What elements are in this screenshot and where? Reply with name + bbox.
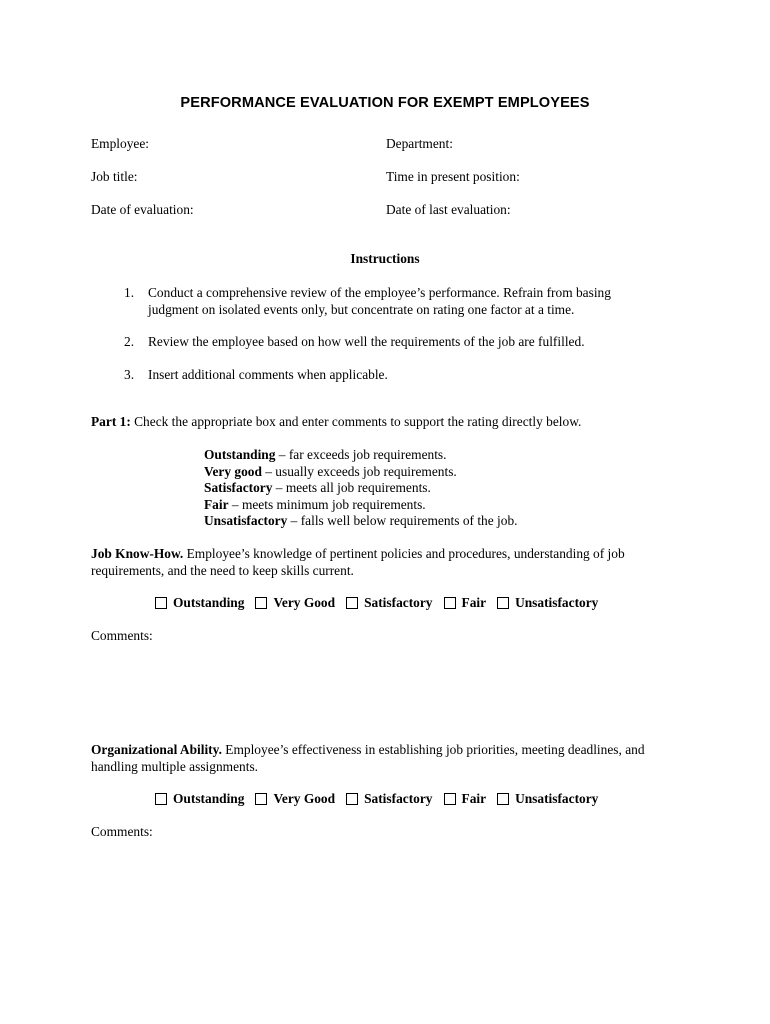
instruction-number: 1. xyxy=(124,285,135,300)
instruction-text: Review the employee based on how well the requirements of the job are fulfilled. xyxy=(148,334,585,349)
job-title-field[interactable] xyxy=(91,169,138,185)
rating-term: Unsatisfactory xyxy=(204,513,288,528)
date-of-last-evaluation-field[interactable] xyxy=(386,202,511,218)
instruction-number: 3. xyxy=(124,367,135,382)
option-label: Fair xyxy=(461,595,487,610)
rating-scale-item xyxy=(204,513,518,530)
job-know-how-comments[interactable] xyxy=(91,628,153,644)
page-title: PERFORMANCE EVALUATION FOR EXEMPT EMPLOYEES xyxy=(180,95,590,111)
rating-scale-item xyxy=(204,480,518,497)
rating-desc: – meets all job requirements. xyxy=(272,480,431,495)
option-fair[interactable] xyxy=(444,791,487,807)
organizational-ability-description xyxy=(91,741,681,775)
rating-scale-item xyxy=(204,464,518,481)
instructions-heading: Instructions xyxy=(350,251,420,266)
checkbox[interactable] xyxy=(346,793,358,805)
option-label: Very Good xyxy=(273,791,336,806)
part1-instruction xyxy=(91,414,581,430)
checkbox[interactable] xyxy=(255,793,267,805)
checkbox[interactable] xyxy=(444,597,456,609)
option-fair[interactable] xyxy=(444,595,487,611)
instruction-text: Conduct a comprehensive review of the employee’s performance. Refrain from basing judgment on isolated events only, but concentrate on rating one factor at a time. xyxy=(148,285,611,317)
job-know-how-rating-options xyxy=(155,595,609,611)
checkbox[interactable] xyxy=(497,793,509,805)
rating-desc: – falls well below requirements of the job. xyxy=(287,513,518,528)
option-label: Fair xyxy=(461,791,487,806)
checkbox[interactable] xyxy=(255,597,267,609)
employee-label: Employee: xyxy=(91,136,150,151)
option-label: Outstanding xyxy=(173,595,245,610)
employee-field[interactable] xyxy=(91,136,149,152)
checkbox[interactable] xyxy=(155,597,167,609)
option-label: Unsatisfactory xyxy=(515,595,599,610)
rating-scale-legend xyxy=(204,447,518,530)
department-field[interactable] xyxy=(386,136,453,152)
checkbox[interactable] xyxy=(497,597,509,609)
option-label: Unsatisfactory xyxy=(515,791,599,806)
option-label: Outstanding xyxy=(173,791,245,806)
time-in-position-label: Time in present position: xyxy=(386,169,520,184)
option-label: Satisfactory xyxy=(364,791,433,806)
part1-text: Check the appropriate box and enter comments to support the rating directly below. xyxy=(130,414,582,429)
time-in-position-field[interactable] xyxy=(386,169,520,185)
option-satisfactory[interactable] xyxy=(346,595,432,611)
date-of-evaluation-field[interactable] xyxy=(91,202,194,218)
rating-term: Satisfactory xyxy=(204,480,273,495)
organizational-ability-comments[interactable] xyxy=(91,824,153,840)
department-label: Department: xyxy=(386,136,453,151)
job-know-how-text: Employee’s knowledge of pertinent policies and procedures, understanding of job requirements, and the need to keep skills current. xyxy=(91,546,625,578)
job-title-label: Job title: xyxy=(91,169,138,184)
instruction-number: 2. xyxy=(124,334,135,349)
option-very-good[interactable] xyxy=(255,595,335,611)
rating-desc: – meets minimum job requirements. xyxy=(228,496,426,512)
rating-desc: – usually exceeds job requirements. xyxy=(261,463,457,479)
checkbox[interactable] xyxy=(444,793,456,805)
option-outstanding[interactable] xyxy=(155,791,244,807)
rating-term: Outstanding xyxy=(204,447,276,462)
job-know-how-title: Job Know-How. xyxy=(91,546,184,561)
option-outstanding[interactable] xyxy=(155,595,244,611)
rating-scale-item xyxy=(204,447,518,464)
option-unsatisfactory[interactable] xyxy=(497,595,598,611)
rating-scale-item xyxy=(204,497,518,514)
rating-term: Fair xyxy=(204,496,229,512)
date-of-last-evaluation-label: Date of last evaluation: xyxy=(386,202,511,217)
part1-label: Part 1: xyxy=(91,414,131,429)
organizational-ability-text: Employee’s effectiveness in establishing job priorities, meeting deadlines, and handling multiple assignments. xyxy=(91,742,645,774)
option-label: Very Good xyxy=(273,595,336,610)
organizational-ability-rating-options xyxy=(155,791,609,807)
option-label: Satisfactory xyxy=(364,595,433,610)
date-of-evaluation-label: Date of evaluation: xyxy=(91,202,194,217)
comments-label: Comments: xyxy=(91,628,153,643)
option-very-good[interactable] xyxy=(255,791,335,807)
rating-desc: – far exceeds job requirements. xyxy=(275,447,447,462)
option-satisfactory[interactable] xyxy=(346,791,432,807)
checkbox[interactable] xyxy=(155,793,167,805)
job-know-how-description xyxy=(91,545,681,579)
rating-term: Very good xyxy=(204,463,262,479)
instruction-text: Insert additional comments when applicable. xyxy=(148,367,388,382)
comments-label: Comments: xyxy=(91,824,153,839)
organizational-ability-title: Organizational Ability. xyxy=(91,742,222,757)
option-unsatisfactory[interactable] xyxy=(497,791,598,807)
checkbox[interactable] xyxy=(346,597,358,609)
